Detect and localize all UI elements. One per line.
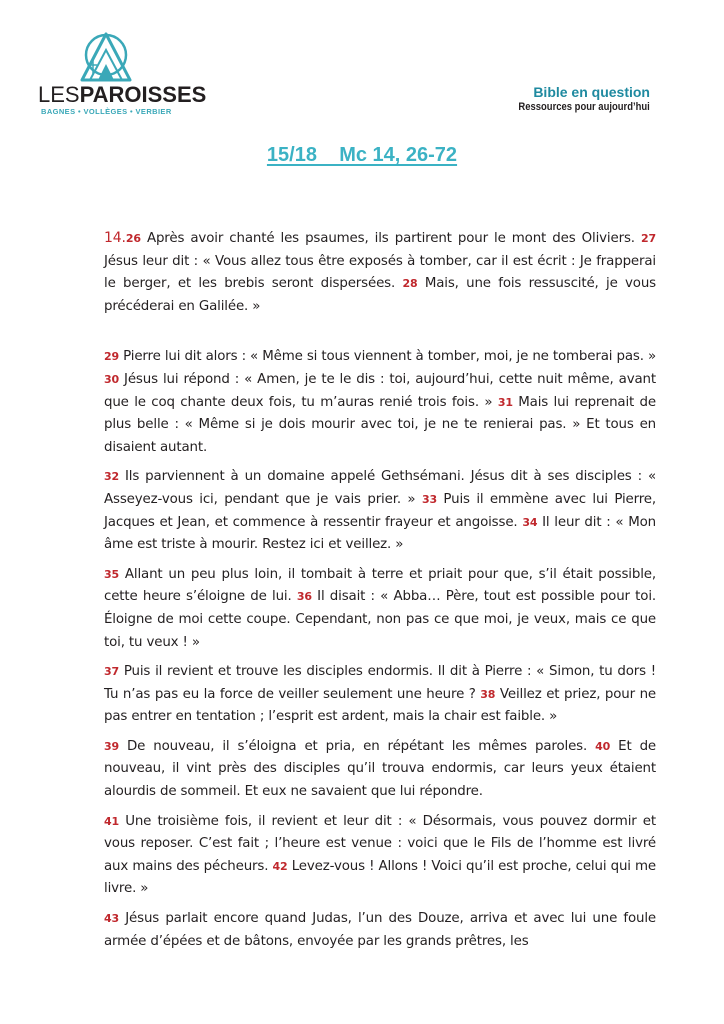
verse-number: 36	[296, 590, 312, 604]
verse-number: 39	[104, 739, 120, 753]
series-tagline: Ressources pour aujourd’hui	[518, 101, 650, 113]
verse-text: Levez-vous ! Allons ! Voici qu’il est proche, celui qui me livre. »	[104, 858, 657, 897]
verse-number: 43	[104, 912, 120, 926]
verse-text: Mais, une fois ressuscité, je vous précéderai en Galilée. »	[104, 276, 656, 314]
verse-number: 32	[104, 470, 120, 484]
verse-text: Jésus leur dit : « Vous allez tous être exposés à tomber, car il est écrit : Je frapperai le berger, et les brebis seront dispersées.	[104, 253, 656, 292]
verse-text: Pierre lui dit alors : « Même si tous viennent à tomber, moi, je ne tomberai pas. »	[119, 349, 656, 365]
verse-text: Puis il revient et trouve les disciples endormis. Il dit à Pierre : « Simon, tu dors ! Tu n’as pas eu la force de veiller seulement une heure ?	[104, 664, 656, 702]
verse-text: Une troisième fois, il revient et leur dit : « Désormais, vous pouvez dormir et vous reposer. C’est fait ; l’heure est venue : voici que le Fils de l’homme est livré aux mains des pécheurs.	[104, 813, 656, 874]
parish-name-main: PAROISSES	[79, 82, 207, 107]
page-title	[0, 144, 724, 167]
scripture-paragraph	[104, 736, 656, 804]
verse-text: Veillez et priez, pour ne pas entrer en tentation ; l’esprit est ardent, mais la chair est faible. »	[104, 686, 656, 725]
verse-number: 34	[522, 515, 538, 529]
verse-text: Après avoir chanté les psaumes, ils partirent pour le mont des Oliviers.	[140, 231, 641, 246]
scripture-paragraph	[104, 908, 656, 953]
parish-name	[38, 82, 207, 107]
verse-text: Allant un peu plus loin, il tombait à terre et priait pour que, s’il était possible, cette heure s’éloigne de lui.	[104, 566, 656, 605]
verse-number: 30	[104, 372, 120, 386]
verse-number: 42	[272, 859, 288, 873]
verse-number: 38	[480, 687, 496, 701]
verse-number: 31	[497, 395, 513, 409]
verse-text: Et de nouveau, il vint près des disciples qu’il trouva endormis, car leurs yeux étaient alourdis de sommeil. Et eux ne savaient que lui répondre.	[104, 738, 657, 800]
verse-number: 28	[402, 277, 418, 291]
verse-text: Il disait : « Abba… Père, tout est possible pour toi. Éloigne de moi cette coupe. Cependant, non pas ce que moi, je veux, mais ce que toi, tu veux ! »	[104, 589, 656, 650]
scripture-paragraph	[104, 564, 656, 654]
verse-text: Mais lui reprenait de plus belle : « Même si je dois mourir avec toi, je ne te renierai pas. » Et tous en disaient autant.	[104, 394, 656, 455]
parish-villages: BAGNES • VOLLÈGES • VERBIER	[41, 107, 172, 116]
verse-text: Jésus parlait encore quand Judas, l’un des Douze, arriva et avec lui une foule armée d’épées et de bâtons, envoyée par les grands prêtres, les	[104, 911, 656, 949]
verse-number: 40	[595, 739, 611, 753]
scripture-paragraph	[104, 227, 656, 318]
verse-number: 26	[125, 232, 141, 245]
scripture-paragraph	[104, 466, 656, 556]
scripture-text	[104, 227, 656, 953]
parish-name-prefix: LES	[38, 82, 80, 107]
verse-text: Ils parviennent à un domaine appelé Gethsémani. Jésus dit à ses disciples : « Asseyez-vous ici, pendant que je vais prier. »	[104, 469, 656, 507]
verse-number: 41	[104, 814, 120, 828]
scripture-paragraph	[104, 661, 656, 729]
scripture-paragraph	[104, 811, 656, 901]
parish-emblem-icon	[76, 30, 136, 82]
verse-number: 37	[104, 665, 120, 679]
scripture-paragraph	[104, 346, 656, 459]
verse-text: Il leur dit : « Mon âme est triste à mourir. Restez ici et veillez. »	[104, 514, 657, 553]
verse-text: De nouveau, il s’éloigna et pria, en répétant les mêmes paroles.	[119, 738, 596, 754]
verse-number: 27	[640, 232, 656, 245]
parish-logo	[38, 30, 207, 116]
chapter-number: 14.	[104, 230, 126, 246]
verse-number: 29	[104, 350, 120, 364]
verse-text: Jésus lui répond : « Amen, je te le dis : toi, aujourd’hui, cette nuit même, avant que le coq chante deux fois, tu m’auras renié trois fois. »	[104, 371, 656, 410]
verse-number: 35	[104, 567, 120, 581]
verse-number: 33	[421, 492, 437, 506]
page-title-text: 15/18 Mc 14, 26-72	[266, 144, 458, 166]
verse-text: Puis il emmène avec lui Pierre, Jacques et Jean, et commence à ressentir frayeur et angoisse.	[104, 491, 656, 530]
series-header	[497, 84, 650, 114]
series-title: Bible en question	[533, 84, 650, 100]
